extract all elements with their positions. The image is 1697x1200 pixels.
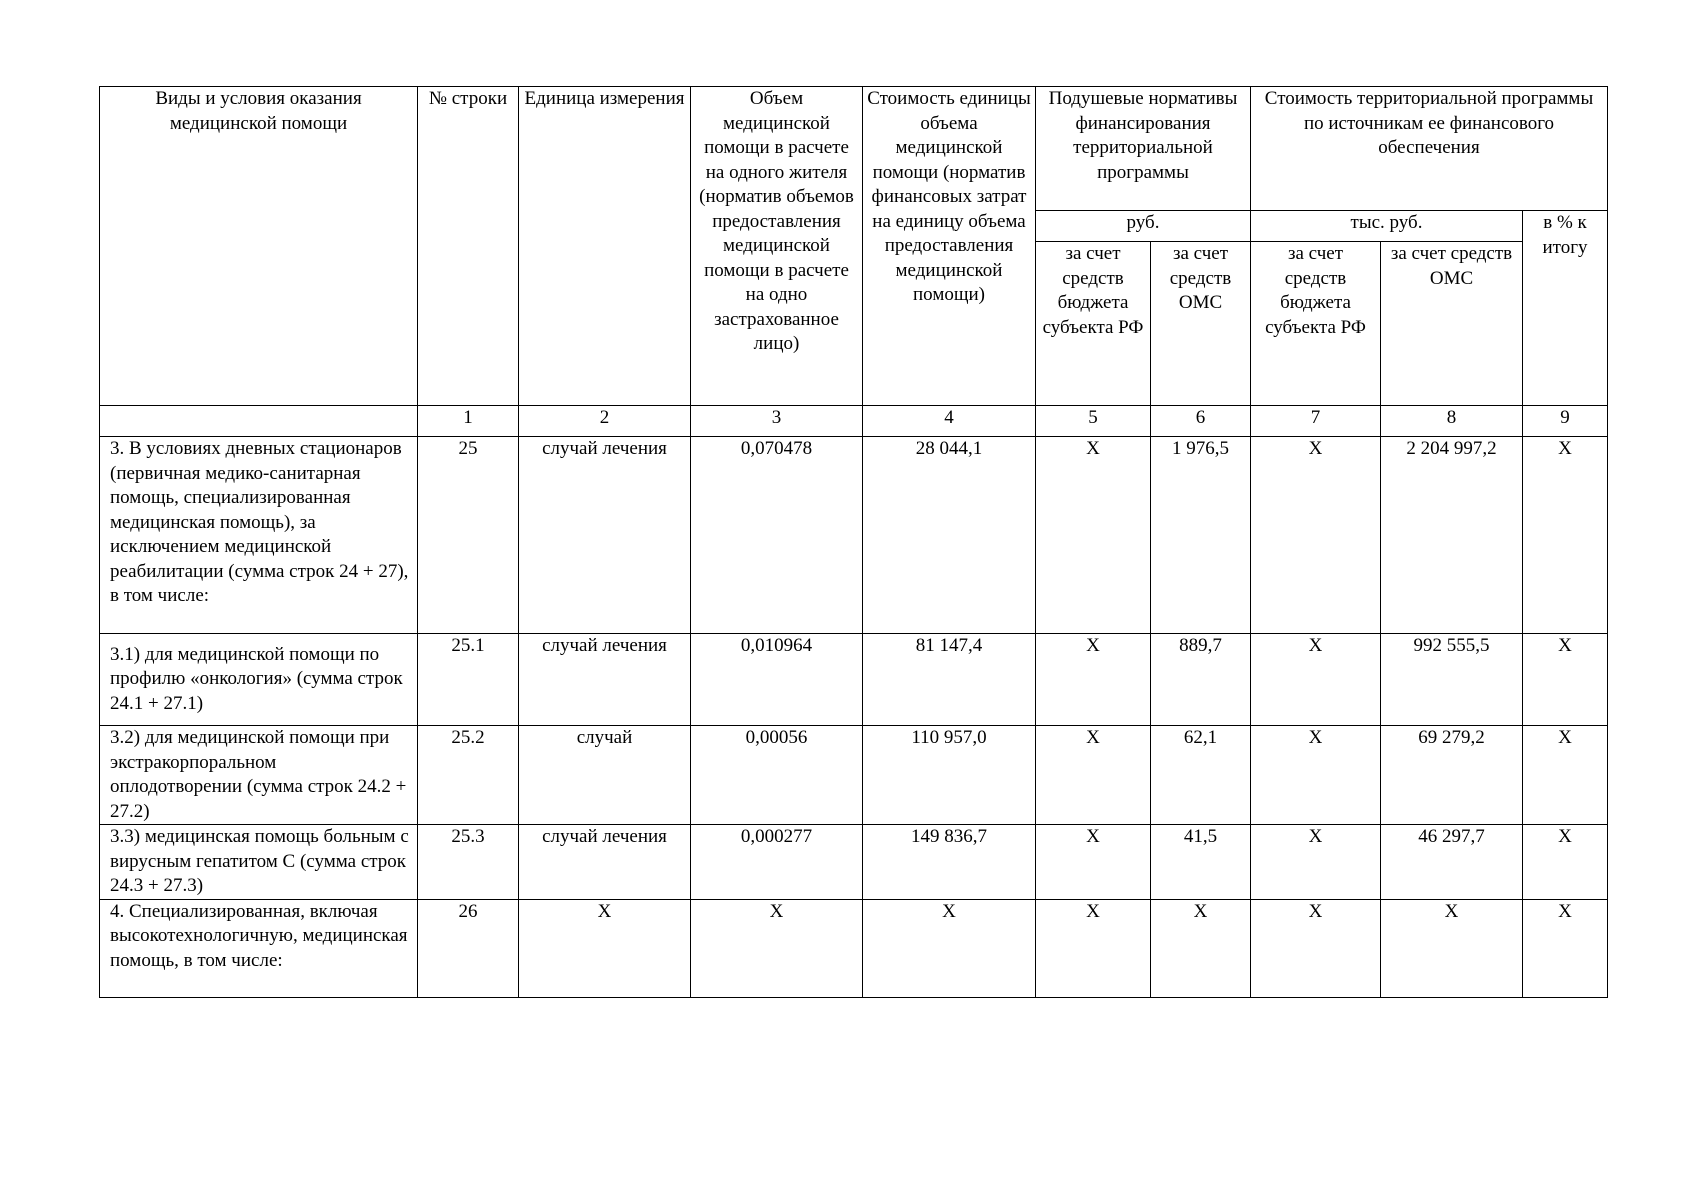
column-number: 3: [691, 406, 863, 437]
row-col8: 69 279,2: [1381, 726, 1523, 825]
row-col7: X: [1251, 634, 1381, 726]
table-row: [100, 437, 1608, 634]
table-row: [100, 726, 1608, 825]
row-col8: 992 555,5: [1381, 634, 1523, 726]
row-col6: X: [1151, 899, 1251, 997]
row-col8: X: [1381, 899, 1523, 997]
row-number: 25.3: [418, 825, 519, 900]
header-unit: Единица измерения: [519, 87, 691, 406]
header-oms-thousand: за счет средств ОМС: [1381, 242, 1523, 406]
column-number: 1: [418, 406, 519, 437]
row-col9: X: [1523, 437, 1608, 634]
row-col7: X: [1251, 825, 1381, 900]
row-number: 25.1: [418, 634, 519, 726]
row-col8: 46 297,7: [1381, 825, 1523, 900]
row-unit: X: [519, 899, 691, 997]
header-type-of-care: Виды и условия оказания медицинской помощи: [100, 87, 418, 406]
row-col7: X: [1251, 726, 1381, 825]
header-oms-rub: за счет средств ОМС: [1151, 242, 1251, 406]
column-number: 5: [1036, 406, 1151, 437]
row-volume: X: [691, 899, 863, 997]
header-unit-rub: руб.: [1036, 211, 1251, 242]
row-col6: 1 976,5: [1151, 437, 1251, 634]
row-col5: X: [1036, 899, 1151, 997]
row-cost: 149 836,7: [863, 825, 1036, 900]
row-cost: 81 147,4: [863, 634, 1036, 726]
row-col5: X: [1036, 437, 1151, 634]
row-col6: 41,5: [1151, 825, 1251, 900]
row-unit: случай лечения: [519, 437, 691, 634]
column-number-empty: [100, 406, 418, 437]
header-unit-cost: Стоимость единицы объема медицинской помощи (норматив финансовых затрат на единицу объема предоставления медицинской помощи): [863, 87, 1036, 406]
column-number: 9: [1523, 406, 1608, 437]
row-unit: случай лечения: [519, 825, 691, 900]
row-col5: X: [1036, 726, 1151, 825]
row-unit: случай: [519, 726, 691, 825]
row-name: 3.2) для медицинской помощи при экстракорпоральном оплодотворении (сумма строк 24.2 + 27.2): [100, 726, 418, 825]
header-unit-thousand-rub: тыс. руб.: [1251, 211, 1523, 242]
row-name: 3.3) медицинская помощь больным с вирусным гепатитом С (сумма строк 24.3 + 27.3): [100, 825, 418, 900]
column-number: 7: [1251, 406, 1381, 437]
row-name: 3. В условиях дневных стационаров (первичная медико-санитарная помощь, специализированная медицинская помощь), за исключением медицинской реабилитации (сумма строк 24 + 27), в том числе:: [100, 437, 418, 634]
header-per-capita-group: Подушевые нормативы финансирования территориальной программы: [1036, 87, 1251, 211]
row-col6: 889,7: [1151, 634, 1251, 726]
row-col9: X: [1523, 899, 1608, 997]
row-volume: 0,010964: [691, 634, 863, 726]
column-number: 8: [1381, 406, 1523, 437]
row-volume: 0,000277: [691, 825, 863, 900]
row-col7: X: [1251, 899, 1381, 997]
row-cost: X: [863, 899, 1036, 997]
row-number: 26: [418, 899, 519, 997]
row-cost: 110 957,0: [863, 726, 1036, 825]
header-budget-rf-thousand: за счет средств бюджета субъекта РФ: [1251, 242, 1381, 406]
table-row: [100, 899, 1608, 997]
row-volume: 0,00056: [691, 726, 863, 825]
header-percent: в % к итогу: [1523, 211, 1608, 406]
row-unit: случай лечения: [519, 634, 691, 726]
table-row: [100, 825, 1608, 900]
row-volume: 0,070478: [691, 437, 863, 634]
row-number: 25.2: [418, 726, 519, 825]
table-row: [100, 634, 1608, 726]
row-col5: X: [1036, 634, 1151, 726]
row-col9: X: [1523, 825, 1608, 900]
header-row-number: № строки: [418, 87, 519, 406]
row-col9: X: [1523, 634, 1608, 726]
column-number: 4: [863, 406, 1036, 437]
row-cost: 28 044,1: [863, 437, 1036, 634]
row-name: 4. Специализированная, включая высокотехнологичную, медицинская помощь, в том числе:: [100, 899, 418, 997]
row-col9: X: [1523, 726, 1608, 825]
row-col8: 2 204 997,2: [1381, 437, 1523, 634]
column-number: 2: [519, 406, 691, 437]
row-col6: 62,1: [1151, 726, 1251, 825]
financing-table: [99, 86, 1608, 998]
row-col5: X: [1036, 825, 1151, 900]
row-col7: X: [1251, 437, 1381, 634]
header-volume: Объем медицинской помощи в расчете на одного жителя (норматив объемов предоставления медицинской помощи в расчете на одно застрахованное лицо): [691, 87, 863, 406]
header-program-cost-group: Стоимость территориальной программы по источникам ее финансового обеспечения: [1251, 87, 1608, 211]
header-budget-rf-rub: за счет средств бюджета субъекта РФ: [1036, 242, 1151, 406]
row-number: 25: [418, 437, 519, 634]
row-name: 3.1) для медицинской помощи по профилю «онкология» (сумма строк 24.1 + 27.1): [100, 634, 418, 726]
column-number: 6: [1151, 406, 1251, 437]
